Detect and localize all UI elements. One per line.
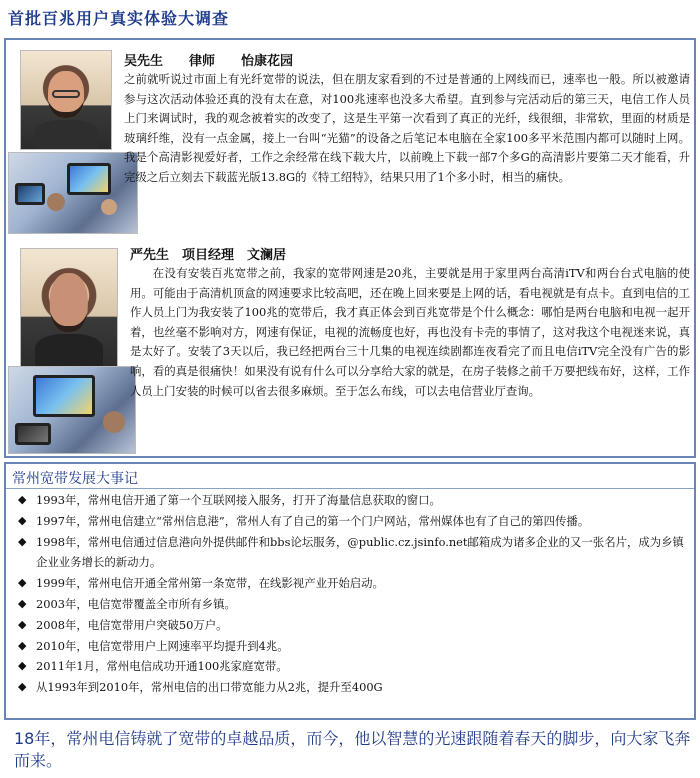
event-item: [14, 511, 688, 532]
event-item: [14, 677, 688, 698]
footer-slogan: 18年，常州电信铸就了宽带的卓越品质，而今，他以智慧的光速跟随着春天的脚步，向大家飞奔而来。: [14, 729, 691, 770]
diamond-bullet-icon: ◆: [18, 493, 27, 506]
event-item: [14, 532, 688, 574]
testimonial-2-header: 严先生 项目经理 文澜居: [130, 248, 287, 263]
diamond-bullet-icon: ◆: [18, 596, 27, 610]
event-text: 2003年，电信宽带覆盖全市所有乡镇。: [36, 596, 236, 611]
diamond-bullet-icon: ◆: [18, 534, 27, 548]
portrait-photo-wu: [20, 50, 112, 150]
collage-photo-2: [8, 366, 136, 454]
event-item: [14, 573, 688, 594]
event-text: 从1993年到2010年，常州电信的出口带宽能力从2兆，提升至400G: [36, 680, 383, 695]
event-item: [14, 490, 688, 511]
events-list: [14, 490, 688, 698]
event-item: [14, 594, 688, 615]
testimonial-2-text: 在没有安装百兆宽带之前，我家的宽带网速是20兆，主要就是用于家里两台高清iTV和两台台式电脑的使用。可能由于高清机顶盒的网速要求比较高吧，还在晚上回来要是上网的话，看电视就是有点卡。直到电信的工作人员上门为我安装了100兆的宽带后，我才真正体会到百兆宽带是个什么概念：哪怕是两台电脑和电视一起开着，也丝毫不影响对方，网速有保证，电视的流畅度也好，再也没有卡壳的事情了，这对我这个电视迷来说，真是太好了。安装了3天以后，我已经把两台三十几集的电视连续剧都连夜看完了而且电信iTV完全没有广告的影响，看的真是很痛快！如果没有说有什么可以分享给大家的就是，在房子装修之前千万要把线布好，这样，工作人员上门安装的时候可以省去很多麻烦。至于怎么布线，可以去电信营业厅查询。: [130, 266, 690, 398]
event-item: [14, 636, 688, 657]
diamond-bullet-icon: ◆: [18, 659, 27, 673]
event-text: 2010年，电信宽带用户上网速率平均提升到4兆。: [36, 638, 289, 653]
event-text: 1993年，常州电信开通了第一个互联网接入服务，打开了海量信息获取的窗口。: [36, 493, 441, 507]
events-panel: [4, 462, 696, 720]
event-text: 1998年，常州电信通过信息港向外提供邮件和bbs论坛服务，@public.cz.jsinfo.net邮箱成为诸多企业的又一张名片，成为乡镇企业业务增长的新动力。: [36, 534, 684, 570]
diamond-bullet-icon: ◆: [18, 680, 27, 694]
event-item: [14, 656, 688, 677]
page-title: 首批百兆用户真实体验大调查: [8, 9, 230, 28]
testimonials-panel: [4, 38, 696, 458]
testimonial-1-header: 吴先生 律师 怡康花园: [124, 54, 294, 69]
portrait-photo-yan: [20, 248, 118, 372]
events-divider: [6, 488, 694, 489]
diamond-bullet-icon: ◆: [18, 617, 27, 631]
event-text: 2011年1月，常州电信成功开通100兆家庭宽带。: [36, 659, 288, 674]
event-item: [14, 615, 688, 636]
event-text: 2008年，电信宽带用户突破50万户。: [36, 617, 228, 632]
collage-photo-1: [8, 152, 138, 234]
event-text: 1999年，常州电信开通全常州第一条宽带，在线影视产业开始启动。: [36, 576, 384, 591]
diamond-bullet-icon: ◆: [18, 638, 27, 652]
diamond-bullet-icon: ◆: [18, 576, 27, 590]
event-text: 1997年，常州电信建立“常州信息港”，常州人有了自己的第一个门户网站，常州媒体也有了自己的第四传播。: [36, 513, 590, 528]
testimonial-1-text: 之前就听说过市面上有光纤宽带的说法，但在朋友家看到的不过是普通的上网线而已，速率也一般。所以被邀请参与这次活动体验还真的没有太在意，对100兆速率也没多大希望。直到参与完活动后的第三天，电信工作人员上门来调试时，我的观念被着实的改变了，这是生平第一次看到了真正的光纤，线很细，非常软，里面的材质是玻璃纤维，没有一点金属，接上一台叫“光猫”的设备之后笔记本电脑在全家100多平米范围内都可以随时上网。我是个高清影视爱好者，工作之余经常在线下载大片，以前晚上下载一部7个多G的高清影片要第二天才能看，升完级之后立刻去下载蓝光版13.8G的《特工绍特》，结果只用了1个多小时，相当的痛快。: [124, 72, 690, 184]
events-title: 常州宽带发展大事记: [12, 471, 138, 487]
diamond-bullet-icon: ◆: [18, 513, 27, 527]
